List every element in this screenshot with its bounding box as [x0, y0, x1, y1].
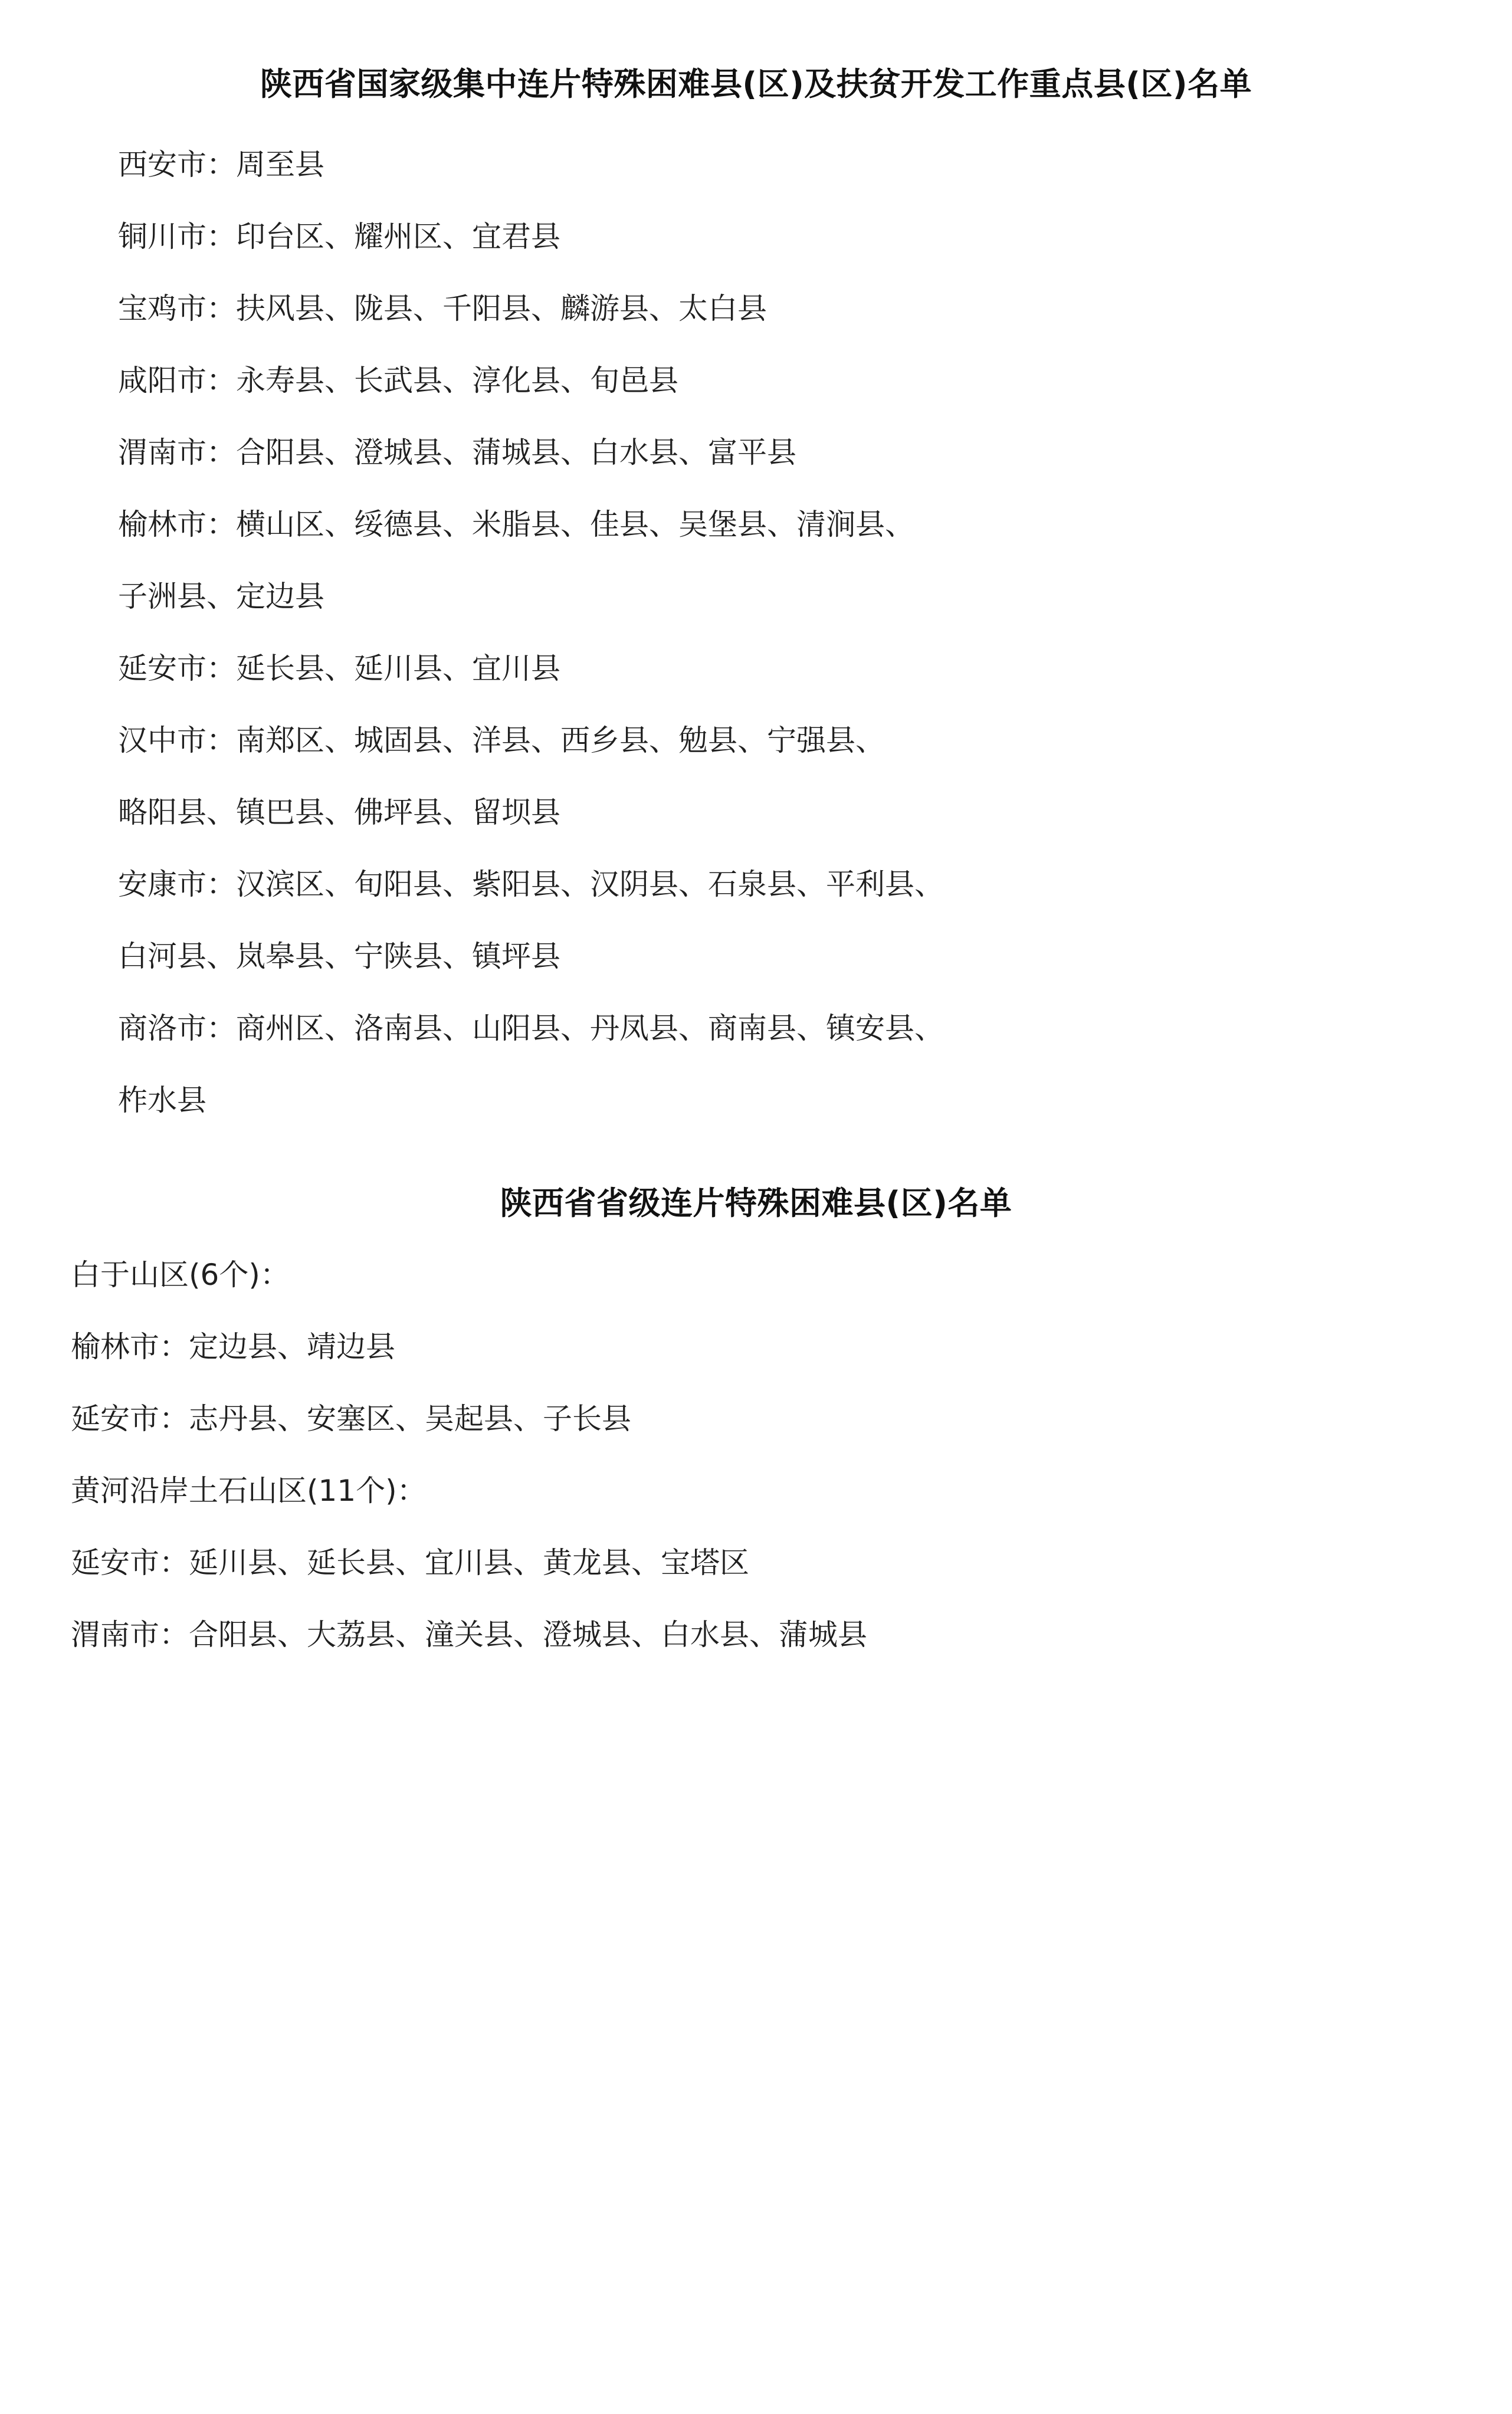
subsection-heading: 白于山区(6个)：: [71, 1258, 290, 1292]
list-item: 渭南市：合阳县、大荔县、潼关县、澄城县、白水县、蒲城县: [71, 1618, 867, 1652]
list-item: 安康市：汉滨区、旬阳县、紫阳县、汉阴县、石泉县、平利县、: [118, 867, 944, 901]
list-item: 咸阳市：永寿县、长武县、淳化县、旬邑县: [118, 363, 678, 398]
list-item-continuation: 柞水县: [118, 1083, 206, 1117]
list-item: 宝鸡市：扶风县、陇县、千阳县、麟游县、太白县: [118, 291, 767, 326]
list-item: 延安市：延川县、延长县、宜川县、黄龙县、宝塔区: [71, 1546, 749, 1580]
section-title-provincial: 陕西省省级连片特殊困难县(区)名单: [500, 1185, 1012, 1222]
list-item: 铜川市：印台区、耀州区、宜君县: [118, 219, 560, 254]
list-item: 西安市：周至县: [118, 147, 324, 182]
subsection-heading: 黄河沿岸土石山区(11个)：: [71, 1474, 427, 1508]
page-title: 陕西省国家级集中连片特殊困难县(区)及扶贫开发工作重点县(区)名单: [260, 65, 1252, 103]
list-item: 渭南市：合阳县、澄城县、蒲城县、白水县、富平县: [118, 435, 796, 470]
list-item: 延安市：延长县、延川县、宜川县: [118, 651, 560, 686]
list-item: 榆林市：定边县、靖边县: [71, 1330, 395, 1364]
list-item: 商洛市：商州区、洛南县、山阳县、丹凤县、商南县、镇安县、: [118, 1011, 944, 1045]
list-item-continuation: 白河县、岚皋县、宁陕县、镇坪县: [118, 939, 560, 973]
list-item: 榆林市：横山区、绥德县、米脂县、佳县、吴堡县、清涧县、: [118, 507, 914, 542]
list-item-continuation: 子洲县、定边县: [118, 579, 324, 614]
list-item-continuation: 略阳县、镇巴县、佛坪县、留坝县: [118, 795, 560, 829]
list-item: 汉中市：南郑区、城固县、洋县、西乡县、勉县、宁强县、: [118, 723, 885, 757]
list-item: 延安市：志丹县、安塞区、吴起县、子长县: [71, 1402, 631, 1436]
